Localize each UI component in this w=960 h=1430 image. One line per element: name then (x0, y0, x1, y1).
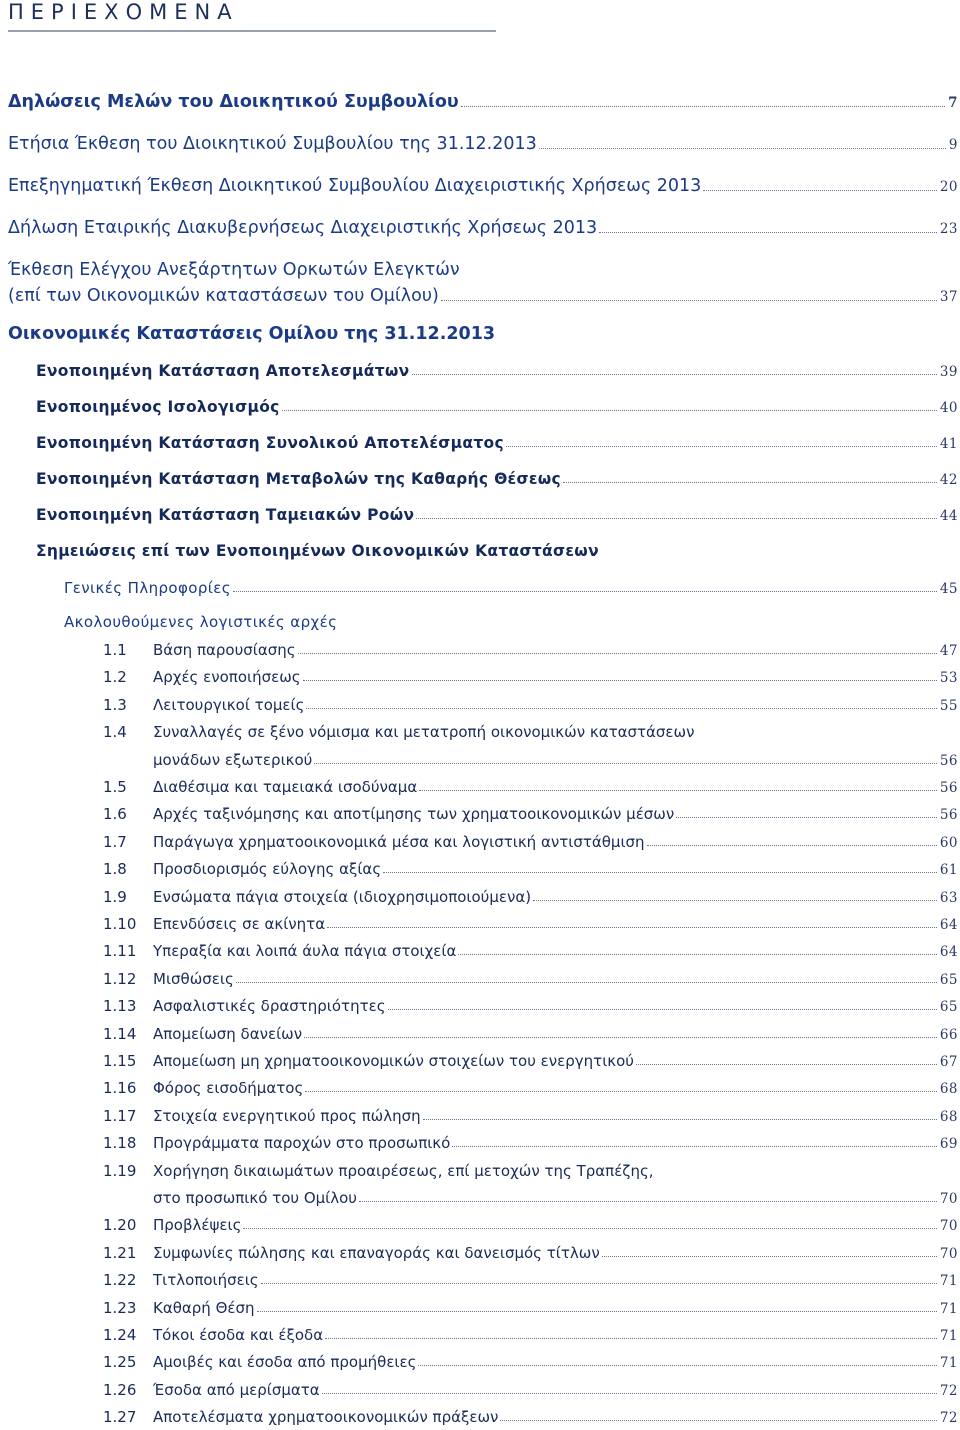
leader-dots (327, 927, 937, 928)
toc-entry-page: 37 (939, 289, 958, 305)
leader-dots (236, 982, 937, 983)
note-number: 1.13 (103, 997, 137, 1016)
leader-dots (416, 518, 936, 519)
toc-entry-label: Δήλωση Εταιρικής Διακυβερνήσεως Διαχειριστικής Χρήσεως 2013 (8, 218, 598, 238)
leader-dots (412, 374, 937, 375)
toc-note-entry[interactable] (0, 751, 960, 769)
toc-note-entry[interactable] (0, 833, 960, 851)
note-number: 1.4 (103, 723, 127, 742)
note-number: 1.1 (103, 641, 127, 659)
toc-entry-page: 68 (939, 1081, 958, 1098)
note-number: 1.8 (103, 860, 127, 879)
toc-entry-general-info[interactable] (0, 579, 960, 597)
note-number: 1.24 (103, 1326, 137, 1344)
toc-entry-label: Απομείωση μη χρηματοοικονομικών στοιχείων του ενεργητικού (153, 1052, 634, 1070)
toc-entry-label: Επεξηγηματική Έκθεση Διοικητικού Συμβουλίου Διαχειριστικής Χρήσεως 2013 (8, 176, 702, 196)
toc-note-entry[interactable] (0, 997, 960, 1015)
toc-heading-notes[interactable] (0, 542, 960, 560)
leader-dots (602, 1256, 937, 1257)
toc-entry-corporate-governance[interactable] (0, 218, 960, 238)
leader-dots (441, 300, 937, 301)
toc-entry-page: 45 (939, 581, 958, 597)
leader-dots (703, 190, 937, 191)
toc-entry-page: 71 (939, 1355, 958, 1372)
toc-entry-label: Αμοιβές και έσοδα από προμήθειες (153, 1353, 417, 1372)
toc-entry-page: 42 (939, 472, 958, 488)
toc-entry-page: 71 (939, 1300, 958, 1317)
toc-entry-label: Συμφωνίες πώλησης και επαναγοράς και δανεισμός τίτλων (153, 1243, 600, 1262)
toc-entry-page: 64 (939, 944, 958, 961)
toc-entry-label: Έσοδα από μερίσματα (153, 1380, 320, 1399)
leader-dots (388, 1009, 937, 1010)
toc-note-entry[interactable] (0, 1408, 960, 1426)
toc-note-entry[interactable] (0, 1025, 960, 1043)
leader-dots (282, 410, 937, 411)
leader-dots (423, 1119, 937, 1120)
note-number: 1.20 (103, 1216, 137, 1235)
toc-note-entry[interactable] (0, 888, 960, 906)
toc-entry-label: Ενοποιημένη Κατάσταση Αποτελεσμάτων (36, 362, 410, 380)
leader-dots (599, 232, 937, 233)
toc-heading-financial-statements[interactable]: Οικονομικές Καταστάσεις Ομίλου της 31.12.2013 (8, 324, 496, 344)
toc-entry-annual-report[interactable] (0, 134, 960, 154)
leader-dots (257, 1311, 937, 1312)
note-number: 1.18 (103, 1134, 137, 1153)
toc-entry-page: 41 (939, 436, 958, 452)
leader-dots (676, 817, 937, 818)
leader-dots (359, 1201, 937, 1202)
leader-dots (563, 482, 937, 483)
toc-note-entry[interactable] (0, 1381, 960, 1399)
toc-entry-label: Δηλώσεις Μελών του Διοικητικού Συμβουλίου (8, 92, 459, 112)
toc-entry-label: Σημειώσεις επί των Ενοποιημένων Οικονομικών Καταστάσεων (36, 542, 599, 560)
toc-note-entry[interactable] (0, 942, 960, 960)
toc-entry-income-statement[interactable] (0, 362, 960, 380)
note-number: 1.15 (103, 1052, 137, 1070)
toc-entry-label: Λειτουργικοί τομείς (153, 695, 305, 714)
leader-dots (243, 1228, 936, 1229)
toc-note-entry[interactable] (0, 1271, 960, 1289)
toc-note-entry[interactable] (0, 860, 960, 878)
toc-note-entry[interactable] (0, 970, 960, 988)
toc-entry-page: 44 (939, 508, 958, 524)
toc-entry-page: 53 (939, 670, 958, 687)
note-number: 1.19 (103, 1161, 137, 1180)
note-number: 1.6 (103, 805, 127, 824)
toc-note-entry[interactable] (0, 668, 960, 686)
toc-entry-page: 65 (939, 971, 958, 988)
toc-entry-page: 63 (939, 889, 958, 906)
toc-entry-page: 40 (939, 400, 958, 416)
toc-entry-page: 20 (939, 179, 958, 195)
toc-entry-page: 55 (939, 697, 958, 714)
toc-note-entry[interactable] (0, 1326, 960, 1344)
toc-entry-cash-flows[interactable] (0, 506, 960, 524)
leader-dots (305, 1091, 937, 1092)
toc-note-entry[interactable] (0, 1189, 960, 1207)
toc-entry-board-members-statements[interactable] (0, 92, 960, 112)
note-number: 1.3 (103, 695, 127, 714)
leader-dots (233, 591, 937, 592)
toc-entry-page: 61 (939, 862, 958, 879)
toc-entry-label: Παράγωγα χρηματοοικονομικά μέσα και λογιστική αντιστάθμιση (153, 832, 645, 851)
toc-entry-balance-sheet[interactable] (0, 398, 960, 416)
note-number: 1.5 (103, 778, 127, 796)
toc-entry-page: 67 (939, 1054, 958, 1070)
toc-note-entry[interactable] (0, 1244, 960, 1262)
toc-entry-page: 71 (939, 1273, 958, 1290)
toc-entry-label: Τόκοι έσοδα και έξοδα (153, 1326, 324, 1344)
toc-entry-auditors-report[interactable] (0, 286, 960, 306)
note-number: 1.14 (103, 1024, 137, 1043)
toc-entry-label: στο προσωπικό του Ομίλου (153, 1189, 357, 1207)
toc-entry-label: Ενοποιημένη Κατάσταση Μεταβολών της Καθαρής Θέσεως (36, 470, 562, 488)
toc-entry-page: 56 (939, 752, 958, 769)
leader-dots (539, 148, 946, 149)
toc-entry-label: Καθαρή Θέση (153, 1298, 255, 1317)
leader-dots (383, 872, 937, 873)
note-number: 1.9 (103, 887, 127, 906)
toc-entry-label: (επί των Οικονομικών καταστάσεων του Ομίλου) (8, 286, 439, 306)
leader-dots (298, 653, 937, 654)
leader-dots (461, 106, 945, 107)
toc-note-entry[interactable] (0, 1353, 960, 1371)
toc-entry-label: Ενοποιημένη Κατάσταση Συνολικού Αποτελέσματος (36, 434, 504, 452)
note-number: 1.12 (103, 969, 137, 988)
note-number: 1.7 (103, 832, 127, 851)
note-number: 1.17 (103, 1106, 137, 1125)
leader-dots (418, 1365, 936, 1366)
toc-entry-page: 70 (939, 1218, 958, 1235)
toc-entry-page: 66 (939, 1026, 958, 1043)
toc-entry-label: Γενικές Πληροφορίες (64, 579, 231, 597)
toc-entry-label: Τιτλοποιήσεις (153, 1271, 259, 1290)
toc-entry-label: Απομείωση δανείων (153, 1024, 303, 1043)
note-number: 1.16 (103, 1079, 137, 1098)
title-divider (8, 30, 496, 32)
leader-dots (314, 763, 936, 764)
note-label-line1[interactable]: Χορήγηση δικαιωμάτων προαιρέσεως, επί μετοχών της Τραπέζης, (153, 1161, 654, 1180)
toc-entry-label: Ακολουθούμενες λογιστικές αρχές (64, 613, 338, 631)
note-number: 1.26 (103, 1380, 137, 1399)
note-number: 1.11 (103, 942, 137, 961)
note-number: 1.27 (103, 1408, 137, 1427)
toc-entry-page: 7 (948, 95, 958, 111)
note-label-line1[interactable]: Συναλλαγές σε ξένο νόμισμα και μετατροπή οικονομικών καταστάσεων (153, 723, 695, 742)
toc-entry-page: 39 (939, 364, 958, 380)
toc-entry-label: Μισθώσεις (153, 969, 234, 988)
toc-entry-label: Φόρος εισοδήματος (153, 1079, 304, 1098)
toc-entry-label: Ενοποιημένος Ισολογισμός (36, 398, 280, 416)
leader-dots (500, 1420, 936, 1421)
toc-entry-label: Βάση παρουσίασης (153, 641, 296, 659)
toc-heading-accounting-principles[interactable] (0, 613, 960, 631)
toc-entry-label: μονάδων εξωτερικού (153, 750, 313, 769)
note-number: 1.22 (103, 1271, 137, 1290)
leader-dots (636, 1064, 937, 1065)
toc-entry-page: 72 (939, 1410, 958, 1427)
note-number: 1.10 (103, 915, 137, 933)
leader-dots (322, 1393, 937, 1394)
toc-note-entry[interactable] (0, 1216, 960, 1234)
toc-entry-page: 70 (939, 1245, 958, 1262)
toc-entry-comprehensive-income[interactable] (0, 434, 960, 452)
toc-entry-label: Ενσώματα πάγια στοιχεία (ιδιοχρησιμοποιούμενα) (153, 887, 532, 906)
toc-note-entry[interactable] (0, 1134, 960, 1152)
toc-note-entry[interactable] (0, 805, 960, 823)
toc-entry-page: 72 (939, 1382, 958, 1399)
toc-entry-page: 70 (939, 1191, 958, 1207)
toc-entry-explanatory-report[interactable] (0, 176, 960, 196)
toc-entry-page: 56 (939, 807, 958, 824)
toc-entry-page: 65 (939, 999, 958, 1016)
toc-note-entry[interactable] (0, 696, 960, 714)
toc-entry-label: Επενδύσεις σε ακίνητα (153, 915, 326, 933)
note-number: 1.2 (103, 668, 127, 687)
toc-entry-label: Διαθέσιμα και ταμειακά ισοδύναμα (153, 778, 418, 796)
toc-entry-label: Προβλέψεις (153, 1216, 242, 1235)
toc-entry-page: 68 (939, 1108, 958, 1125)
toc-entry-label-line1[interactable]: Έκθεση Ελέγχου Ανεξάρτητων Ορκωτών Ελεγκτών (8, 260, 460, 280)
toc-entry-label: Ασφαλιστικές δραστηριότητες (153, 997, 386, 1016)
leader-dots (647, 845, 937, 846)
leader-dots (303, 680, 937, 681)
leader-dots (261, 1283, 937, 1284)
leader-dots (325, 1338, 937, 1339)
toc-entry-label: Υπεραξία και λοιπά άυλα πάγια στοιχεία (153, 942, 457, 961)
toc-entry-label: Ενοποιημένη Κατάσταση Ταμειακών Ροών (36, 506, 415, 524)
toc-entry-page: 64 (939, 917, 958, 933)
toc-entry-label: Προγράμματα παροχών στο προσωπικό (153, 1134, 451, 1153)
toc-entry-page: 71 (939, 1328, 958, 1344)
leader-dots (419, 790, 937, 791)
toc-entry-changes-in-equity[interactable] (0, 470, 960, 488)
toc-note-entry[interactable] (0, 1052, 960, 1070)
toc-note-entry[interactable] (0, 1107, 960, 1125)
toc-entry-page: 9 (948, 137, 958, 153)
note-number: 1.21 (103, 1243, 137, 1262)
leader-dots (533, 900, 937, 901)
toc-entry-page: 69 (939, 1136, 958, 1153)
note-number: 1.23 (103, 1298, 137, 1317)
leader-dots (452, 1146, 936, 1147)
toc-entry-page: 56 (939, 780, 958, 796)
toc-entry-label: Ετήσια Έκθεση του Διοικητικού Συμβουλίου της 31.12.2013 (8, 134, 537, 154)
toc-note-entry[interactable] (0, 915, 960, 933)
toc-entry-label: Αποτελέσματα χρηματοοικονομικών πράξεων (153, 1408, 499, 1427)
toc-entry-page: 47 (939, 643, 958, 659)
toc-note-entry[interactable] (0, 1079, 960, 1097)
page-title: ΠΕΡΙΕΧΟΜΕΝΑ (8, 0, 239, 24)
toc-entry-page: 23 (939, 221, 958, 237)
toc-entry-label: Αρχές ενοποιήσεως (153, 668, 301, 687)
leader-dots (306, 708, 936, 709)
toc-note-entry[interactable] (0, 641, 960, 659)
toc-entry-label: Προσδιορισμός εύλογης αξίας (153, 860, 382, 879)
note-number: 1.25 (103, 1353, 137, 1372)
toc-entry-label: Στοιχεία ενεργητικού προς πώληση (153, 1106, 421, 1125)
toc-note-entry[interactable] (0, 778, 960, 796)
toc-entry-label: Αρχές ταξινόμησης και αποτίμησης των χρηματοοικονομικών μέσων (153, 805, 675, 824)
leader-dots (506, 446, 937, 447)
leader-dots (304, 1037, 937, 1038)
leader-dots (458, 954, 936, 955)
toc-entry-page: 60 (939, 834, 958, 851)
toc-note-entry[interactable] (0, 1299, 960, 1317)
